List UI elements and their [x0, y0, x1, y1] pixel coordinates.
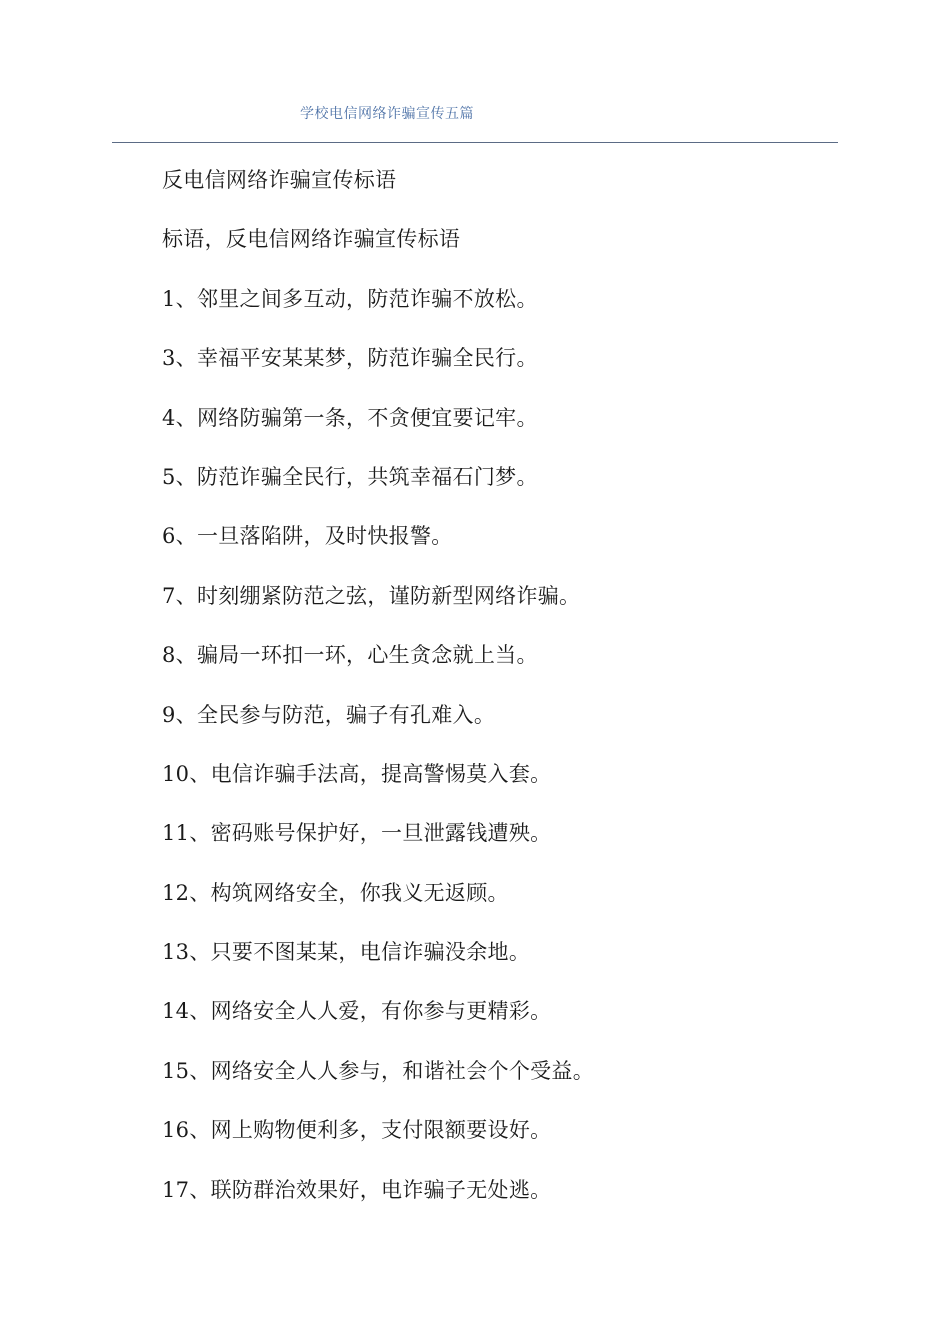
- document-heading: 反电信网络诈骗宣传标语: [162, 168, 397, 192]
- slogan-item: 3、幸福平安某某梦，防范诈骗全民行。: [162, 346, 538, 371]
- slogan-item: 5、防范诈骗全民行，共筑幸福石门梦。: [162, 464, 538, 489]
- slogan-item: 1、邻里之间多互动，防范诈骗不放松。: [162, 286, 538, 311]
- slogan-item: 6、一旦落陷阱，及时快报警。: [162, 524, 453, 549]
- slogan-item: 17、联防群治效果好，电诈骗子无处逃。: [162, 1177, 552, 1202]
- slogan-item: 4、网络防骗第一条，不贪便宜要记牢。: [162, 405, 538, 430]
- slogan-item: 10、电信诈骗手法高，提高警惕莫入套。: [162, 761, 552, 786]
- slogan-item: 14、网络安全人人爱，有你参与更精彩。: [162, 999, 552, 1024]
- slogan-item: 7、时刻绷紧防范之弦，谨防新型网络诈骗。: [162, 583, 581, 608]
- document-subheading: 标语，反电信网络诈骗宣传标语: [162, 227, 461, 252]
- slogan-item: 13、只要不图某某，电信诈骗没余地。: [162, 940, 531, 965]
- slogan-item: 12、构筑网络安全，你我义无返顾。: [162, 880, 509, 905]
- slogan-item: 16、网上购物便利多，支付限额要设好。: [162, 1118, 552, 1143]
- slogan-item: 11、密码账号保护好，一旦泄露钱遭殃。: [162, 821, 552, 846]
- slogan-item: 15、网络安全人人参与，和谐社会个个受益。: [162, 1058, 595, 1083]
- running-header: 学校电信网络诈骗宣传五篇: [300, 106, 474, 122]
- document-body: [162, 163, 842, 1232]
- slogan-item: 8、骗局一环扣一环，心生贪念就上当。: [162, 643, 538, 668]
- header-divider: [112, 142, 838, 143]
- slogan-item: 9、全民参与防范，骗子有孔难入。: [162, 702, 496, 727]
